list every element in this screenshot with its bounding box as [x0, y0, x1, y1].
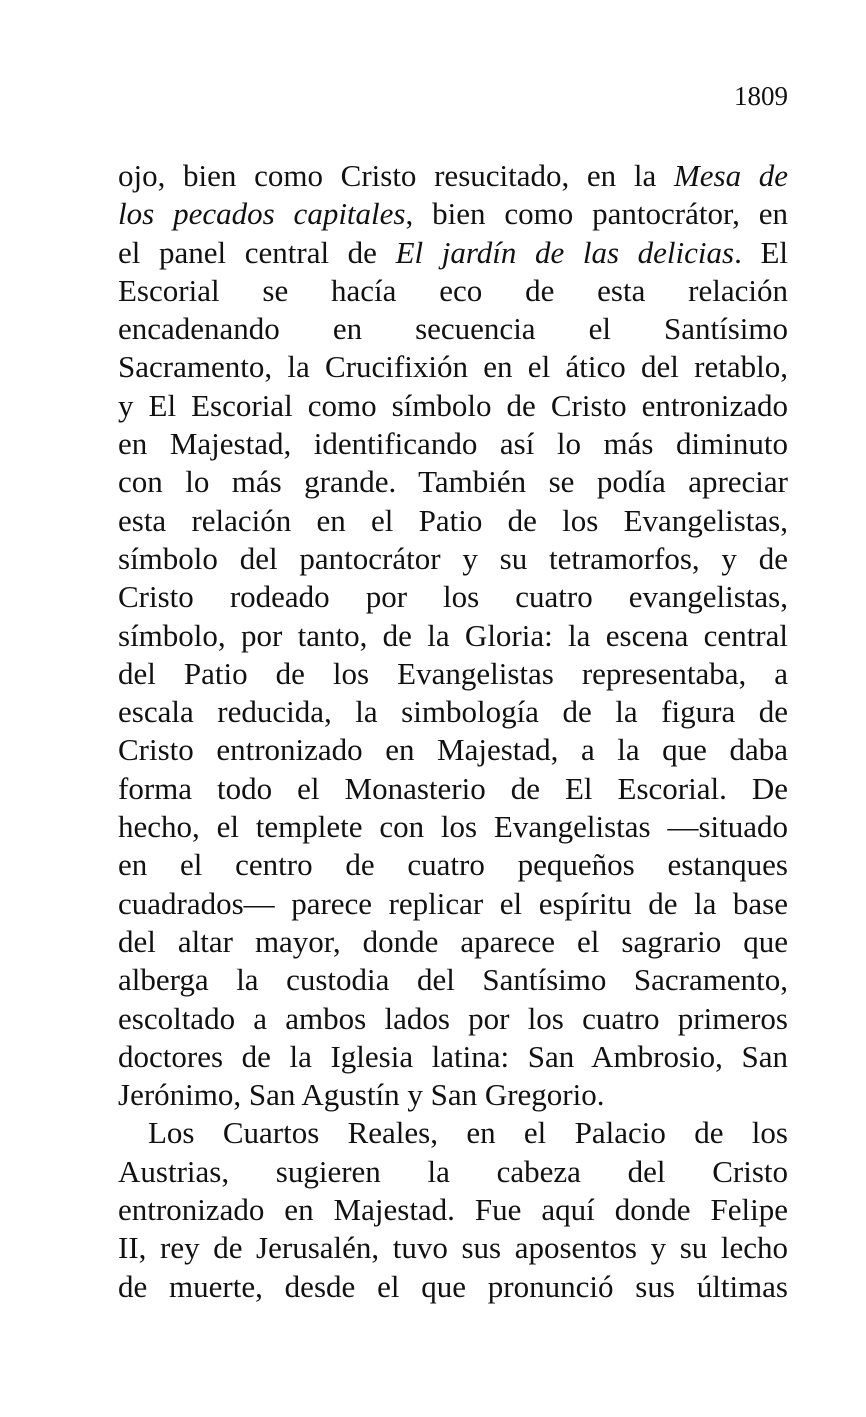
text-run: símbolo, por tanto, de la Gloria: la escena central	[118, 617, 788, 653]
text-run: doctores de la Iglesia latina: San Ambrosio, San	[118, 1038, 788, 1074]
text-run: símbolo del pantocrátor y su tetramorfos, y de	[118, 540, 788, 576]
text-line	[118, 272, 788, 310]
text-line	[118, 1268, 788, 1306]
text-run: entronizado en Majestad. Fue aquí donde Felipe	[118, 1192, 788, 1228]
text-run: Cristo entronizado en Majestad, a la que daba	[118, 732, 788, 768]
text-line	[118, 1000, 788, 1038]
text-run: Austrias, sugieren la cabeza del Cristo	[118, 1153, 788, 1189]
text-line	[118, 463, 788, 501]
text-run: Los Cuartos Reales, en el Palacio de los	[148, 1115, 788, 1151]
page-number: 1809	[734, 81, 788, 111]
text-line	[118, 617, 788, 655]
text-line	[118, 502, 788, 540]
text-run: esta relación en el Patio de los Evangelistas,	[118, 502, 788, 538]
text-line	[118, 923, 788, 961]
text-line	[118, 885, 788, 923]
text-run: y El Escorial como símbolo de Cristo entronizado	[118, 387, 788, 423]
text-run: con lo más grande. También se podía apreciar	[118, 464, 788, 500]
paragraph	[118, 1114, 788, 1305]
text-run: en el centro de cuatro pequeños estanques	[118, 847, 788, 883]
text-run: Cristo rodeado por los cuatro evangelistas,	[118, 579, 788, 615]
text-run: ojo, bien como Cristo resucitado, en la	[118, 158, 674, 193]
text-run: Jerónimo, San Agustín y San Gregorio.	[118, 1077, 605, 1113]
body-text	[118, 157, 788, 1306]
text-run: , bien como pantocrátor, en	[405, 196, 788, 232]
text-run: encadenando en secuencia el Santísimo	[118, 311, 788, 347]
text-line	[118, 808, 788, 846]
text-run: . El	[734, 234, 788, 270]
text-line	[118, 234, 788, 272]
paragraph	[118, 157, 788, 1114]
text-line	[118, 425, 788, 463]
text-run: II, rey de Jerusalén, tuvo sus aposentos y su lecho	[118, 1230, 788, 1266]
text-run: Escorial se hacía eco de esta relación	[118, 272, 788, 308]
italic-title: los pecados capitales	[118, 196, 406, 232]
text-line	[118, 157, 788, 195]
text-line	[118, 348, 788, 386]
text-line	[118, 1191, 788, 1229]
text-line	[118, 1153, 788, 1191]
text-line	[118, 1229, 788, 1267]
text-run: hecho, el templete con los Evangelistas —situado	[118, 809, 788, 845]
text-line	[118, 540, 788, 578]
text-run: cuadrados— parece replicar el espíritu de la base	[118, 885, 788, 921]
italic-title: El jardín de las delicias	[395, 234, 735, 270]
text-run: escala reducida, la simbología de la figura de	[118, 694, 788, 730]
italic-title: Mesa de	[673, 158, 789, 193]
text-run: alberga la custodia del Santísimo Sacramento,	[118, 962, 788, 998]
text-run: el panel central de	[118, 234, 396, 270]
text-run: en Majestad, identificando así lo más diminuto	[118, 426, 788, 462]
text-line	[118, 310, 788, 348]
text-run: del Patio de los Evangelistas representaba, a	[118, 655, 788, 691]
text-line	[118, 195, 788, 233]
text-line	[118, 1114, 788, 1152]
text-line	[118, 693, 788, 731]
text-line	[118, 961, 788, 999]
text-line	[118, 731, 788, 769]
text-line	[118, 770, 788, 808]
text-run: Sacramento, la Crucifixión en el ático del retablo,	[118, 349, 788, 385]
text-line	[118, 655, 788, 693]
text-line	[118, 387, 788, 425]
text-run: forma todo el Monasterio de El Escorial. De	[118, 770, 788, 806]
text-run: del altar mayor, donde aparece el sagrario que	[118, 923, 788, 959]
text-run: escoltado a ambos lados por los cuatro primeros	[118, 1000, 788, 1036]
text-line	[118, 1076, 788, 1114]
text-line	[118, 1038, 788, 1076]
text-line	[118, 846, 788, 884]
text-run: de muerte, desde el que pronunció sus últimas	[118, 1268, 788, 1304]
text-line	[118, 578, 788, 616]
